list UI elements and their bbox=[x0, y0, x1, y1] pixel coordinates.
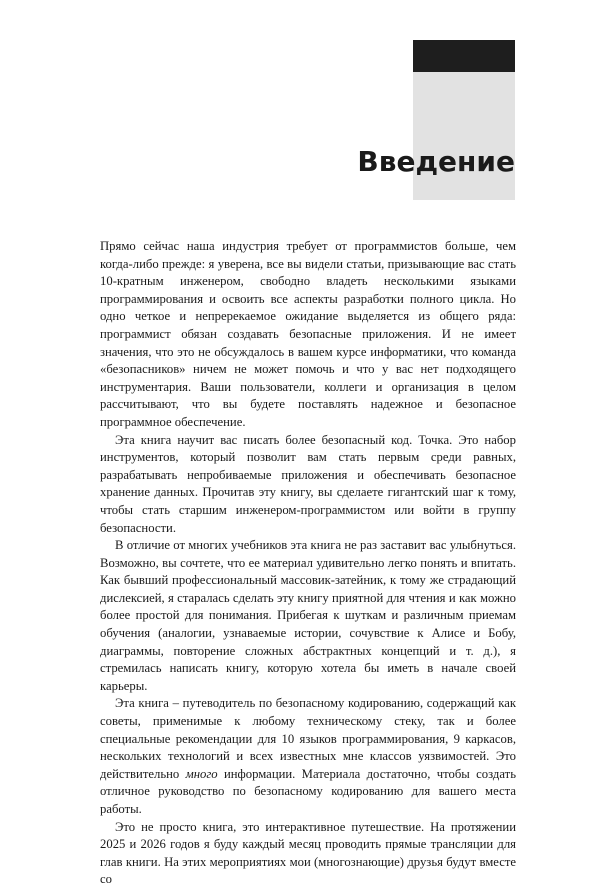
paragraph-4-emphasis: много bbox=[185, 766, 218, 781]
paragraph-2: Эта книга научит вас писать более безопасный код. Точка. Это набор инструментов, который позволит вам стать первым среди равных, разрабатывать непробиваемые приложения и обеспечивать безопасное хранение данных. Прочитав эту книгу, вы сделаете гигантский шаг к тому, чтобы стать старшим инженером-программистом или войти в группу безопасности. bbox=[100, 432, 516, 535]
chapter-title: Введение bbox=[357, 145, 515, 178]
body-text bbox=[100, 238, 516, 889]
paragraph-5: Это не просто книга, это интерактивное путешествие. На протяжении 2025 и 2026 годов я буду каждый месяц проводить прямые трансляции для глав книги. На этих мероприятиях мои (многознающие) друзья будут вместе со bbox=[100, 819, 516, 887]
chapter-tab-block bbox=[413, 40, 515, 72]
paragraph-4-text-before: Эта книга – путеводитель по безопасному кодированию, содержащий как советы, применимые к любому техническому стеку, так и более специальные рекомендации для 10 языков программирования, 9 каркасов, нескольких технологий и всех известных мне классов уязвимостей. Это действительно bbox=[100, 696, 516, 781]
paragraph-3: В отличие от многих учебников эта книга не раз заставит вас улыбнуться. Возможно, вы сочтете, что ее материал удивительно легко понять и впитать. Как бывший профессиональный массовик-затейник, к тому же страдающий дислексией, я старалась сделать эту книгу приятной для чтения и как можно более простой для понимания. Прибегая к шуткам и различным приемам обучения (аналогии, узнаваемые истории, сочувствие к Алисе и Бобу, диаграммы, повторение сложных абстрактных концепций и т. д.), я стремилась написать книгу, которую хотела бы иметь в начале своей карьеры. bbox=[100, 538, 516, 693]
paragraph-4 bbox=[100, 695, 516, 818]
paragraph-4-text-after: информации. Материала достаточно, чтобы создать отличное руководство по безопасному кодированию для вашего места работы. bbox=[100, 766, 517, 816]
paragraph-1: Прямо сейчас наша индустрия требует от программистов больше, чем когда-либо прежде: я уверена, все вы видели статьи, призывающие вас стать 10-кратным инженером, свободно владеть несколькими языками программирования и освоить все аспекты разработки полного цикла. Но одно четкое и непререкаемое ожидание выделяется из общего ряда: программист обязан создавать безопасные приложения. И не имеет значения, что это не обсуждалось в вашем курсе информатики, что команда «безопасников» ничем не может помочь и что у вас нет подходящего инструментария. Ваши пользователи, коллеги и организация в целом рассчитывают, что вы будете поставлять надежное и безопасное программное обеспечение. bbox=[100, 239, 516, 429]
